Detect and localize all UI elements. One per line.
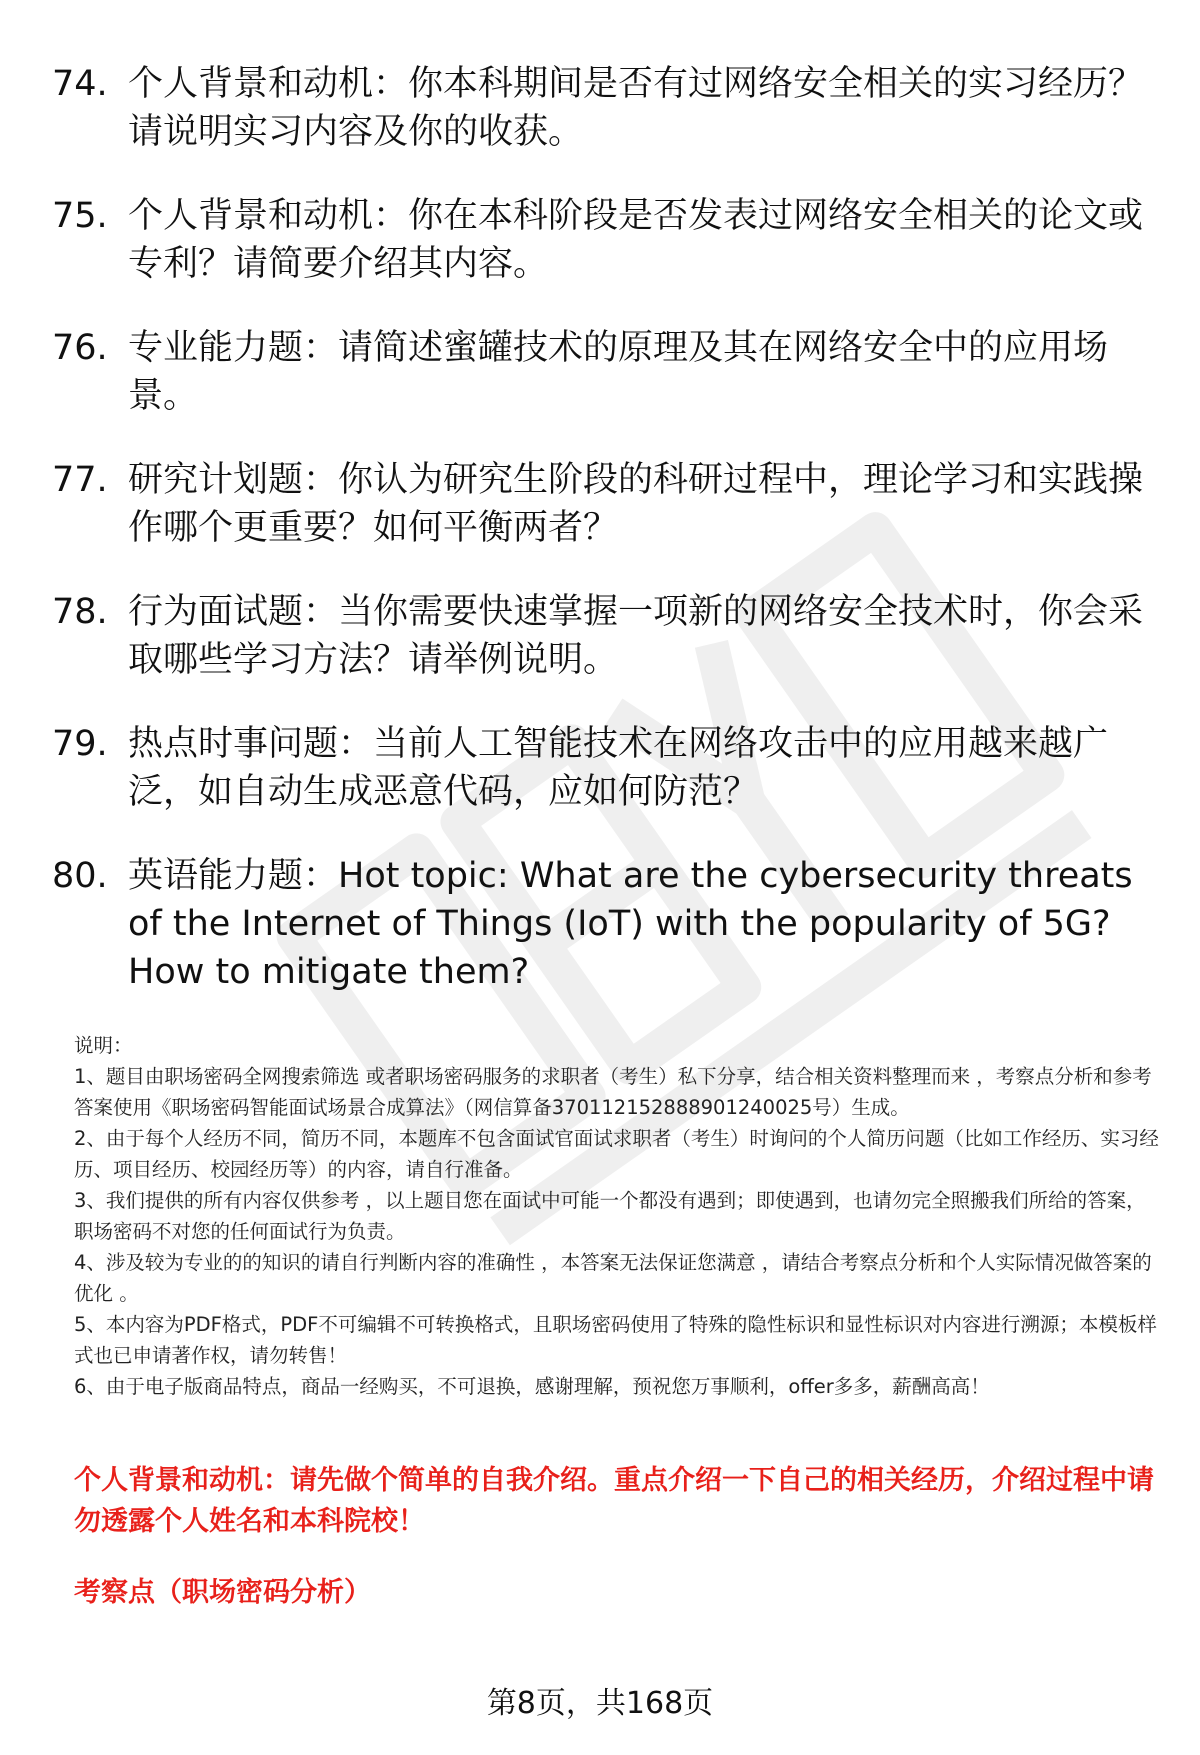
question-text: 专业能力题：请简述蜜罐技术的原理及其在网络安全中的应用场景。 — [128, 328, 1109, 416]
question-number: 74. — [52, 64, 108, 104]
question-number: 78. — [52, 592, 108, 632]
question-item — [52, 456, 1162, 552]
question-number: 80. — [52, 856, 108, 896]
highlight-section — [74, 1460, 1164, 1613]
question-text: 热点时事问题：当前人工智能技术在网络攻击中的应用越来越广泛，如自动生成恶意代码，应如何防范？ — [128, 724, 1109, 812]
question-number: 75. — [52, 196, 108, 236]
question-item — [52, 60, 1162, 156]
note-item: 3、我们提供的所有内容仅供参考 ，以上题目您在面试中可能一个都没有遇到；即使遇到，也请勿完全照搬我们所给的答案，职场密码不对您的任何面试行为负责。 — [74, 1189, 1146, 1243]
note-item: 6、由于电子版商品特点，商品一经购买，不可退换，感谢理解，预祝您万事顺利，offer多多，薪酬高高！ — [74, 1375, 990, 1398]
question-text: 行为面试题：当你需要快速掌握一项新的网络安全技术时，你会采取哪些学习方法？请举例说明。 — [128, 592, 1144, 680]
question-item — [52, 852, 1162, 996]
note-item: 5、本内容为PDF格式，PDF不可编辑不可转换格式，且职场密码使用了特殊的隐性标识和显性标识对内容进行溯源；本模板样式也已申请著作权，请勿转售！ — [74, 1313, 1157, 1367]
question-item — [52, 192, 1162, 288]
analysis-heading: 考察点（职场密码分析） — [74, 1577, 371, 1608]
question-item — [52, 720, 1162, 816]
note-item: 1、题目由职场密码全网搜索筛选 或者职场密码服务的求职者（考生）私下分享，结合相关资料整理而来 ，考察点分析和参考答案使用《职场密码智能面试场景合成算法》（网信算备370112152888901240025号）生成。 — [74, 1065, 1152, 1119]
notes-section — [74, 1030, 1164, 1402]
question-text: 英语能力题：Hot topic: What are the cybersecurity threats of the Internet of Things (IoT) with the popularity of 5G? How to mitigate them? — [128, 856, 1133, 992]
question-item — [52, 324, 1162, 420]
highlight-question: 个人背景和动机：请先做个简单的自我介绍。重点介绍一下自己的相关经历，介绍过程中请勿透露个人姓名和本科院校！ — [74, 1465, 1154, 1537]
question-text: 个人背景和动机：你在本科阶段是否发表过网络安全相关的论文或专利？请简要介绍其内容。 — [128, 196, 1144, 284]
question-item — [52, 588, 1162, 684]
question-text: 研究计划题：你认为研究生阶段的科研过程中，理论学习和实践操作哪个更重要？如何平衡两者？ — [128, 460, 1144, 548]
question-list — [52, 60, 1162, 1032]
note-item: 4、涉及较为专业的的知识的请自行判断内容的准确性 ，本答案无法保证您满意 ，请结合考察点分析和个人实际情况做答案的优化 。 — [74, 1251, 1152, 1305]
question-text: 个人背景和动机：你本科期间是否有过网络安全相关的实习经历？请说明实习内容及你的收获。 — [128, 64, 1144, 152]
page-footer: 第8页，共168页 — [486, 1686, 714, 1721]
note-item: 2、由于每个人经历不同，简历不同，本题库不包含面试官面试求职者（考生）时询问的个人简历问题（比如工作经历、实习经历、项目经历、校园经历等）的内容，请自行准备。 — [74, 1127, 1159, 1181]
question-number: 77. — [52, 460, 108, 500]
question-number: 79. — [52, 724, 108, 764]
question-number: 76. — [52, 328, 108, 368]
notes-title: 说明： — [74, 1034, 133, 1057]
